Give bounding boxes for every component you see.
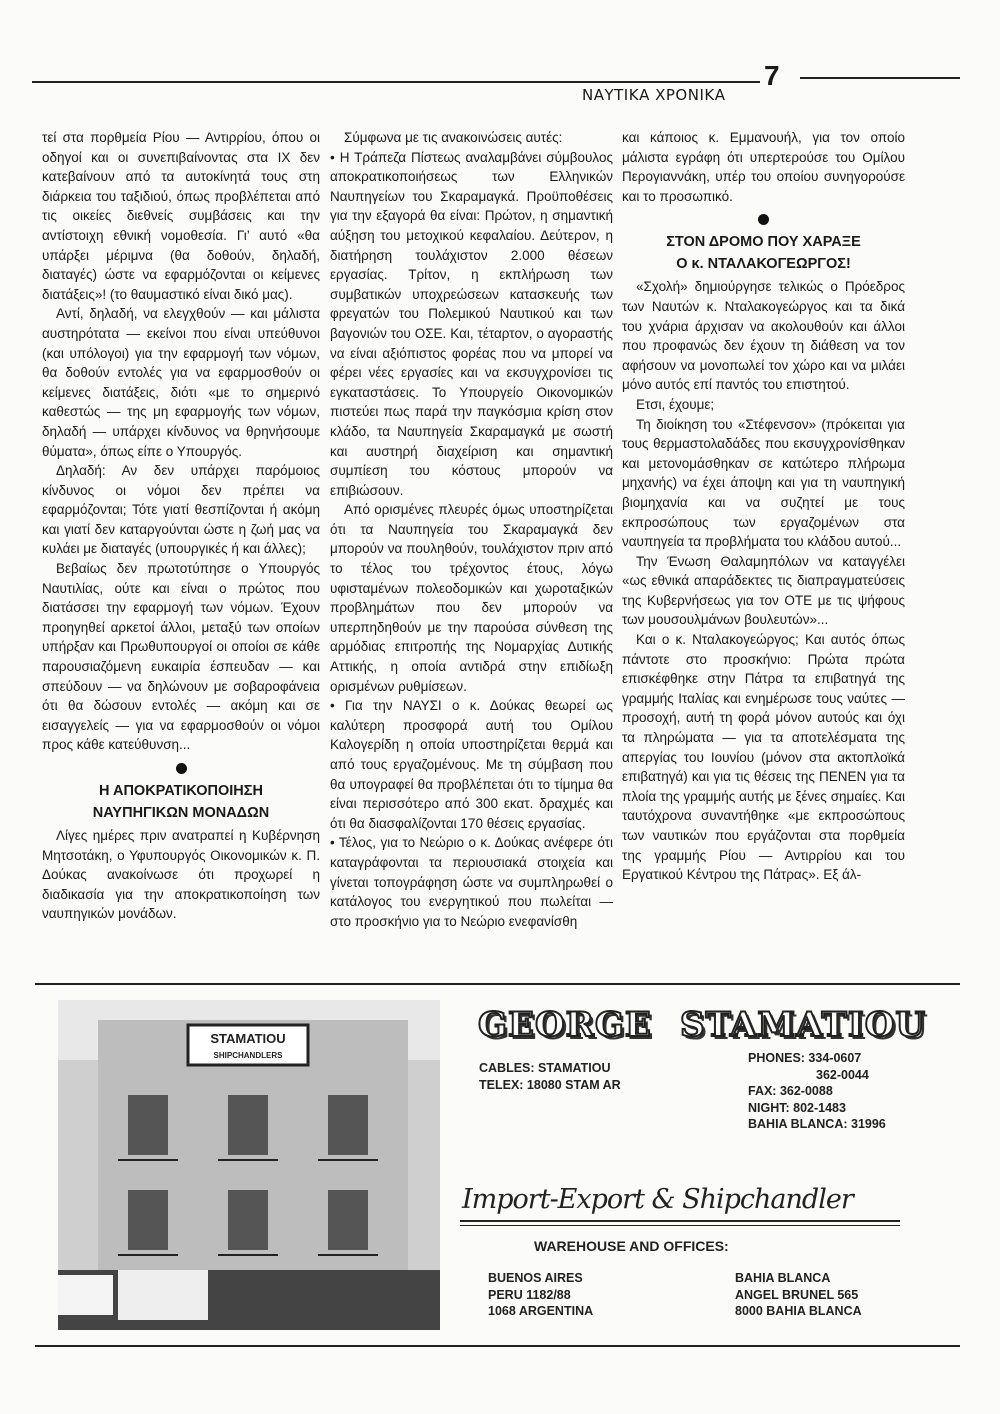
office-line: BUENOS AIRES <box>488 1271 583 1285</box>
bahia-phone: BAHIA BLANCA: 31996 <box>748 1117 886 1131</box>
office-line: PERU 1182/88 <box>488 1287 571 1302</box>
office-line: 8000 BAHIA BLANCA <box>735 1304 862 1318</box>
headline-line: ΝΑΥΠΗΓΙΚΩΝ ΜΟΝΑΔΩΝ <box>92 805 270 821</box>
paragraph: • Τέλος, για το Νεώριο ο κ. Δούκας ανέφερε ότι καταγράφονται τα περιουσιακά στοιχεία και γίνεται τοπογράφηση ώστε να συμπληρωθεί ο κατάλογος του ενεργητικού που πωλείται — στο προσκήνιο για το Νεώριο ενεφανίσθη <box>330 835 613 929</box>
column-2 <box>330 128 613 931</box>
paragraph: Τη διοίκηση του «Στέφενσον» (πρόκειται για τους θερμαστολαδάδες που εκσυγχρονίσθηκαν και μετονομάσθηκαν σε κατώτερο πλήρωμα μηχανής) να έχει άποψη και για τη ναυπηγική βιομηχανία και να συζητεί με τους εκπροσώπους των εργαζομένων στα ναυπηγεία τα προβλήματα του κλάδου αυτού... <box>622 416 905 550</box>
office-line: BAHIA BLANCA <box>735 1271 831 1285</box>
paragraph: Σύμφωνα με τις ανακοινώσεις αυτές: <box>344 130 563 145</box>
section-bullet-icon <box>758 214 769 225</box>
paragraph: και κάποιος κ. Εμμανουήλ, για τον οποίο μάλιστα εγράφη ότι υπερτερούσε του Ομίλου Περογιαννάκη, υπέρ του οποίου συνηγορούσε και το προσωπικό. <box>622 130 905 204</box>
header-rule-left <box>32 81 760 83</box>
headline <box>42 780 320 824</box>
paragraph: • Για την ΝΑΥΣΙ ο κ. Δούκας θεωρεί ως καλύτερη προσφορά αυτή του Ομίλου Καλογερίδη η οποία υποστηρίζεται θερμά και από τους εργαζομένους. Με τη σύμβαση που θα υπογραφεί θα προβλέπεται ότι το τίμημα θα είναι περισσότερο από 300 εκατ. δραχμές και ότι θα διασφαλίζονται 170 θέσεις εργασίας. <box>330 698 613 831</box>
logo-george: GEORGE <box>478 1005 652 1045</box>
paragraph: Λίγες ημέρες πριν ανατραπεί η Κυβέρνηση Μητσοτάκη, ο Υφυπουργός Οικονομικών κ. Π. Δούκας ανακοίνωσε ότι προχωρεί η διαδικασία για την αποκρατικοποίηση των ναυπηγικών μονάδων. <box>42 828 320 922</box>
photo-sign-sub: SHIPCHANDLERS <box>213 1051 283 1060</box>
masthead: ΝΑΥΤΙΚΑ ΧΡΟΝΙΚΑ <box>582 86 726 104</box>
cables: CABLES: STAMATIOU <box>479 1061 611 1075</box>
headline-line: ΣΤΟΝ ΔΡΟΜΟ ΠΟΥ ΧΑΡΑΞΕ <box>666 234 861 251</box>
night: NIGHT: 802-1483 <box>748 1100 846 1115</box>
office-buenos-aires <box>488 1270 593 1320</box>
page-number: 7 <box>764 60 780 91</box>
photo-sign-name: STAMATIOU <box>210 1031 286 1046</box>
office-line: ANGEL BRUNEL 565 <box>735 1287 859 1302</box>
tagline: Import-Export & Shipchandler <box>462 1184 853 1215</box>
column-1 <box>42 128 320 924</box>
advert-bottom-rule <box>35 1345 960 1347</box>
advert-top-rule <box>35 983 960 985</box>
paragraph: • Η Τράπεζα Πίστεως αναλαμβάνει σύμβουλος αποκρατικοποιήσεως των Ελληνικών Ναυπηγείων του Σκαραμαγκά. Προϋποθέσεις για την εξαγορά θα είναι: Πρώτον, η σημαντική αύξηση του μετοχικού κεφαλαίου. Δεύτερον, η διατήρηση τουλάχιστον 2.000 θέσεων εργασίας. Τρίτον, η εκπλήρωση των συμβατικών υποχρεώσεων κατασκευής των φρεγατών του Πολεμικού Ναυτικού και των βαγονιών του ΟΣΕ. Και, τέταρτον, ο αγοραστής να είναι αξιόπιστος φορέας που να μπορεί να φέρει νέες εργασίες και να εκσυγχρονίσει τις εγκαταστάσεις. Το Υπουργείο Οικονομικών πιστεύει πως παρά την παγκόσμια κρίση στον κλάδο, τα Ναυπηγεία Σκαραμαγκά με σωστή και αυστηρή διαχείριση και σημαντική συμπίεση του κόστους μπορούν να επιβιώσουν. <box>330 149 613 498</box>
paragraph: Την Ένωση Θαλαμηπόλων να καταγγέλει «ως εθνικά απαράδεκτες τις διαπραγματεύσεις της Κυβερνήσεως για τον ΟΤΕ με τις ψήφους των μουσουλμάνων βουλευτών»... <box>622 553 905 628</box>
headline <box>622 231 905 275</box>
cables-info <box>479 1060 621 1093</box>
paragraph: Και ο κ. Νταλακογεώργος; Και αυτός όπως πάντοτε στο προσκήνιο: Πρώτα πρώτα επισκέφθηκε στην Πάτρα τα επιβατηγά της γραμμής Ιταλίας και ενημέρωσε τους ναύτες — προσοχή, αυτή τη φορά μόνον αυτούς και όχι τα πληρώματα — για τα αποτελέσματα της απεργίας του Ιουνίου (μόνον στα ακτοπλοϊκά επιβατηγά) και για τις θέσεις της ΠΕΝΕΝ για τα πλοία της γραμμής αυτής με ξένες σημαίες. Και ταυτόχρονα συναντήθηκε «με εκπροσώπους των ναυτικών που εργάζονται στα πορθμεία της γραμμής Ρίου — Αντιρρίου και του Εργατικού Κέντρου της Πάτρας». Εξ άλ- <box>622 632 905 883</box>
header-rule-right <box>800 77 960 79</box>
paragraph: Δηλαδή: Αν δεν υπάρχει παρόμοιος κίνδυνος οι νόμοι δεν πρέπει να εφαρμόζονται; Τότε γιατί θεσπίζονται ή ακόμη και γιατί δεν καταργούνται ώστε η ζωή μας να κυλάει με διαταγές (υπουργικές ή και άλλες); <box>42 463 320 557</box>
office-bahia-blanca <box>735 1270 862 1320</box>
paragraph: Αντί, δηλαδή, να ελεγχθούν — και μάλιστα αυστηρότατα — εκείνοι που είναι υπεύθυνοι (και υπόλογοι) για την εφαρμογή των νόμων, θα δοθούν εντολές για να εφαρμοσθούν οι κείμενες διατάξεις, διότι «με το σημερινό καθεστώς — της μη εφαρμογής των νόμων, δηλαδή — υπάρχει κίνδυνος να θρηνήσουμε θύματα», όπως είπε ο Υπουργός. <box>42 306 320 459</box>
headline-line: Η ΑΠΟΚΡΑΤΙΚΟΠΟΙΗΣΗ <box>99 783 263 799</box>
phone-info <box>748 1050 886 1133</box>
paragraph: τεί στα πορθμεία Ρίου — Αντιρρίου, όπου οι οδηγοί και οι συνεπιβαίνοντας στα ΙΧ δεν κατεβαίνουν από τα αυτοκίνητά τους στη διάρκεια του ταξιδιού, όπως προβλέπεται από τις οικείες διεθνείς συμβάσεις και την αντίστοιχη εθνική νομοθεσία. Γι’ αυτό «θα υπάρξει μέριμνα (θα δοθούν, δηλαδή, διαταγές) ώστε να εφαρμόζονται οι κείμενες διατάξεις»! (το θαυμαστικό είναι δικό μας). <box>42 130 320 302</box>
office-line: 1068 ARGENTINA <box>488 1304 594 1318</box>
headline-line: Ο κ. ΝΤΑΛΑΚΟΓΕΩΡΓΟΣ! <box>676 256 851 273</box>
fax: FAX: 362-0088 <box>748 1084 833 1098</box>
tagline-underline-2 <box>460 1225 900 1226</box>
tagline-underline <box>460 1220 900 1222</box>
logo-stamatiou: STAMATIOU <box>680 1005 927 1045</box>
column-3 <box>622 128 905 885</box>
paragraph: «Σχολή» δημιούργησε τελικώς ο Πρόεδρος των Ναυτών κ. Νταλακογεώργος και τα δικά του χνάρια άρχισαν να ακολουθούν και άλλοι που προφανώς δεν έχουν τη διάθεση να τον αφήσουν να μονοπωλεί τον χώρο και να μιλάει μόνο αυτός επί παντός του επιστητού. <box>622 279 905 393</box>
paragraph: Βεβαίως δεν πρωτοτύπησε ο Υπουργός Ναυτιλίας, ούτε και είναι ο πρώτος που διατάσσει την εφαρμογή των νόμων. Έχουν προηγηθεί αρκετοί άλλοι, μεταξύ των οποίων υπήρξαν και Πρωθυπουργοί οι οποίοι σε κάθε παρουσιαζόμενη ευκαιρία έσπευδαν — και σπεύδουν — να δηλώνουν με σοβαροφάνεια ότι θα δώσουν εντολές — ακόμη και σε εισαγγελείς — για να εφαρμοσθούν οι νόμοι προς κάθε κατεύθυνση... <box>42 561 320 753</box>
section-bullet-icon <box>176 763 187 774</box>
phones: PHONES: 334-0607 <box>748 1051 862 1065</box>
storefront-photo <box>58 1000 440 1330</box>
telex: TELEX: 18080 STAM AR <box>479 1077 621 1092</box>
paragraph: Ετσι, έχουμε; <box>636 396 715 412</box>
phones-2: 362-0044 <box>816 1067 869 1082</box>
warehouse-heading: WAREHOUSE AND OFFICES: <box>534 1238 729 1254</box>
paragraph: Από ορισμένες πλευρές όμως υποστηρίζεται ότι τα Ναυπηγεία του Σκαραμαγκά δεν μπορούν να πουληθούν, τουλάχιστον πριν από το τέλος του τρέχοντος έτους, λόγω υφισταμένων πολεοδομικών και χωροταξικών προβλημάτων που δεν μπορούν να υπερπηδηθούν με την παρούσα σύνθεση της αρμόδιας επιτροπής της Νομαρχίας Δυτικής Αττικής, η οποία αντιδρά στην επιδίωξη ορισμένων ρυθμίσεων. <box>330 502 613 694</box>
